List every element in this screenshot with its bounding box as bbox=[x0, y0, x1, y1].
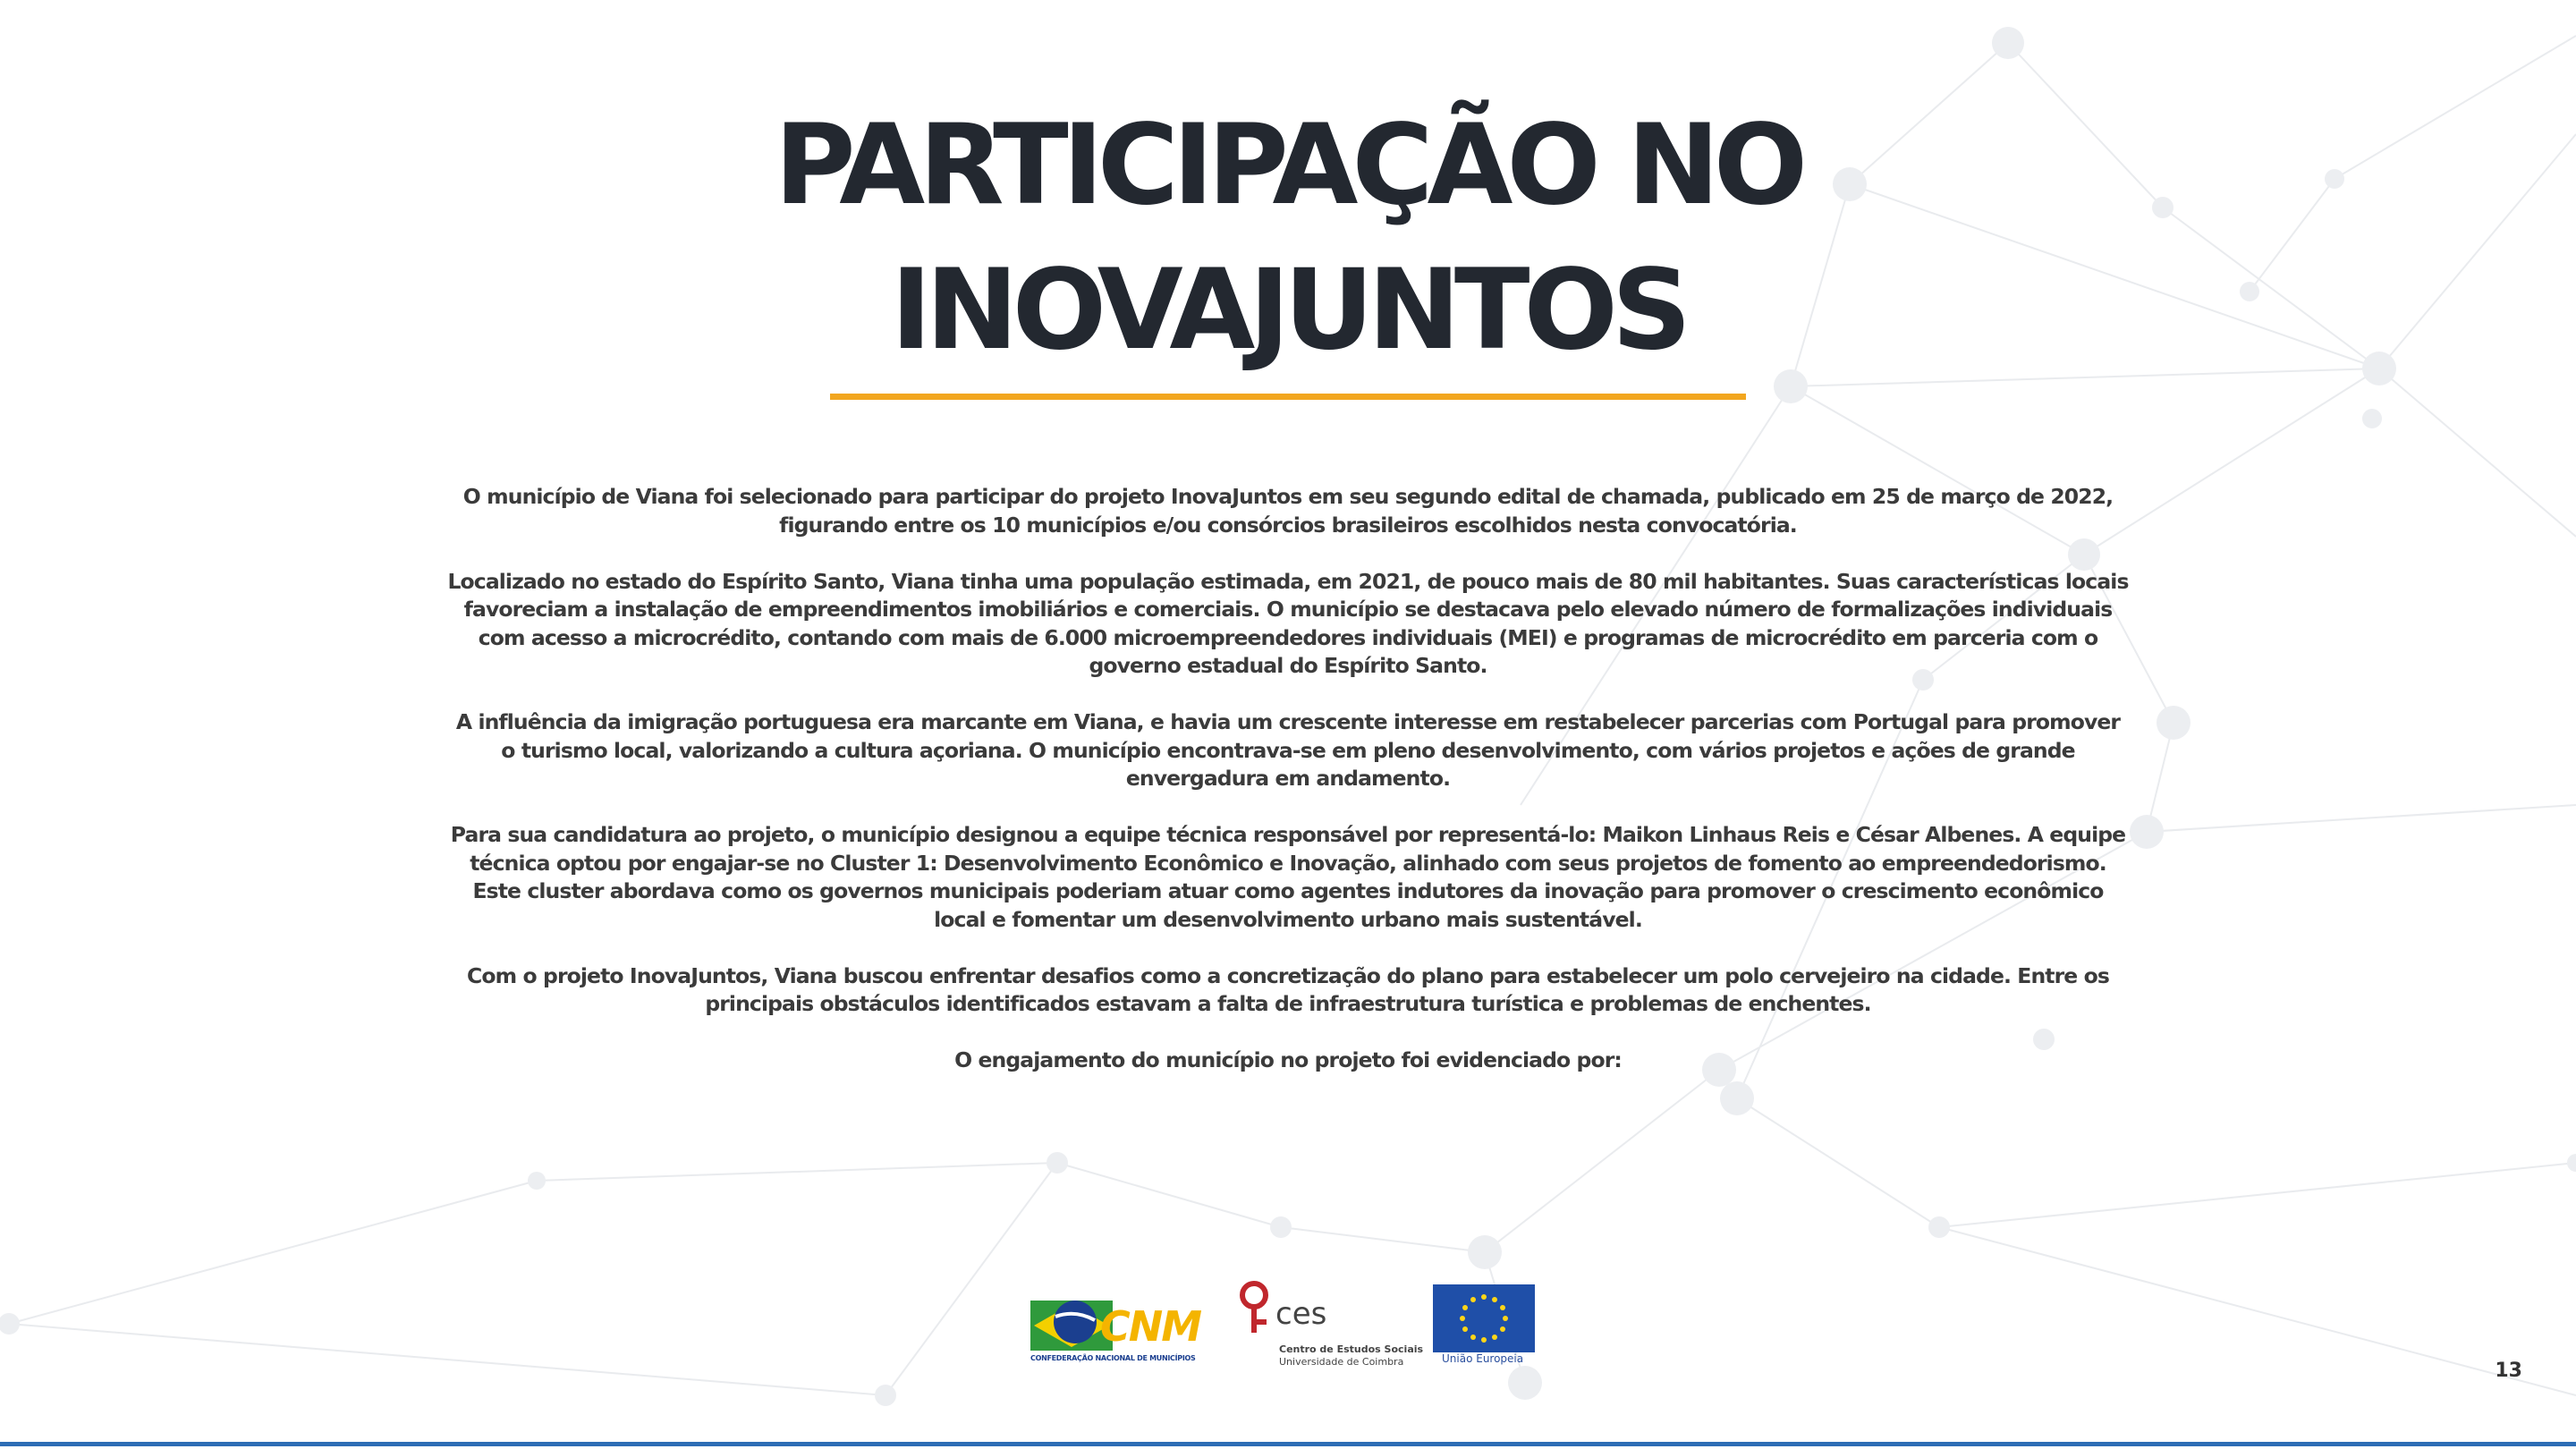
ces-wordmark: ces bbox=[1275, 1296, 1327, 1332]
cnm-wordmark: CNM bbox=[1100, 1302, 1201, 1351]
eu-logo bbox=[1431, 1279, 1538, 1368]
page-title-line-2: INOVAJUNTOS bbox=[890, 246, 1686, 375]
ces-subtitle-line-1: Centro de Estudos Sociais bbox=[1279, 1343, 1424, 1355]
eu-label: União Europeia bbox=[1442, 1352, 1524, 1365]
ces-subtitle-line-2: Universidade de Coimbra bbox=[1279, 1356, 1404, 1368]
body-paragraph-6: O engajamento do município no projeto foi evidenciado por: bbox=[954, 1047, 1622, 1072]
body-paragraph-3: A influência da imigração portuguesa era marcante em Viana, e havia um crescente interesse em restabelecer parcerias com Portugal para promover o turismo local, valorizando a cultura açoriana. O município encontrava-se em pleno desenvolvimento, com vários projetos e ações de grande envergadura em andamento. bbox=[455, 709, 2121, 791]
page-number: 13 bbox=[2495, 1360, 2522, 1382]
body-paragraph-5: Com o projeto InovaJuntos, Viana buscou enfrentar desafios como a concretização do plano para estabelecer um polo cervejeiro na cidade. Entre os principais obstáculos identificados estavam a falta de infraestrutura turística e problemas de enchentes. bbox=[467, 962, 2109, 1016]
page-title-line-1: PARTICIPAÇÃO NO bbox=[774, 101, 1802, 230]
ces-emblem-icon bbox=[1236, 1279, 1275, 1342]
partner-logos bbox=[0, 1279, 2576, 1368]
ces-logo bbox=[1236, 1279, 1424, 1368]
cnm-subtitle: CONFEDERAÇÃO NACIONAL DE MUNICÍPIOS bbox=[1030, 1354, 1196, 1362]
title-underline bbox=[830, 394, 1746, 400]
bottom-accent-bar bbox=[0, 1442, 2576, 1446]
eu-flag-icon bbox=[1433, 1284, 1535, 1352]
body-paragraph-1: O município de Viana foi selecionado para participar do projeto InovaJuntos em seu segundo edital de chamada, publicado em 25 de março de 2022, figurando entre os 10 municípios e/ou consórcios brasileiros escolhidos nesta convocatória. bbox=[462, 484, 2114, 538]
cnm-logo bbox=[1030, 1292, 1200, 1365]
body-paragraph-4: Para sua candidatura ao projeto, o município designou a equipe técnica responsável por representá-lo: Maikon Linhaus Reis e César Albenes. A equipe técnica optou por engajar-se no Cluster 1: Desenvolvimento Econômico e Inovação, alinhado com seus projetos de fomento ao empreendedorismo. Este cluster abordava como os governos municipais poderiam atuar como agentes indutores da inovação para promover o crescimento econômico local e fomentar um desenvolvimento urbano mais sustentável. bbox=[450, 822, 2126, 932]
body-paragraph-2: Localizado no estado do Espírito Santo, Viana tinha uma população estimada, em 2021, de pouco mais de 80 mil habitantes. Suas características locais favoreciam a instalação de empreendimentos imobiliários e comerciais. O município se destacava pelo elevado número de formalizações individuais com acesso a microcrédito, contando com mais de 6.000 microempreendedores individuais (MEI) e programas de microcrédito em parceria com o governo estadual do Espírito Santo. bbox=[447, 568, 2129, 678]
body-text bbox=[447, 483, 2129, 1103]
